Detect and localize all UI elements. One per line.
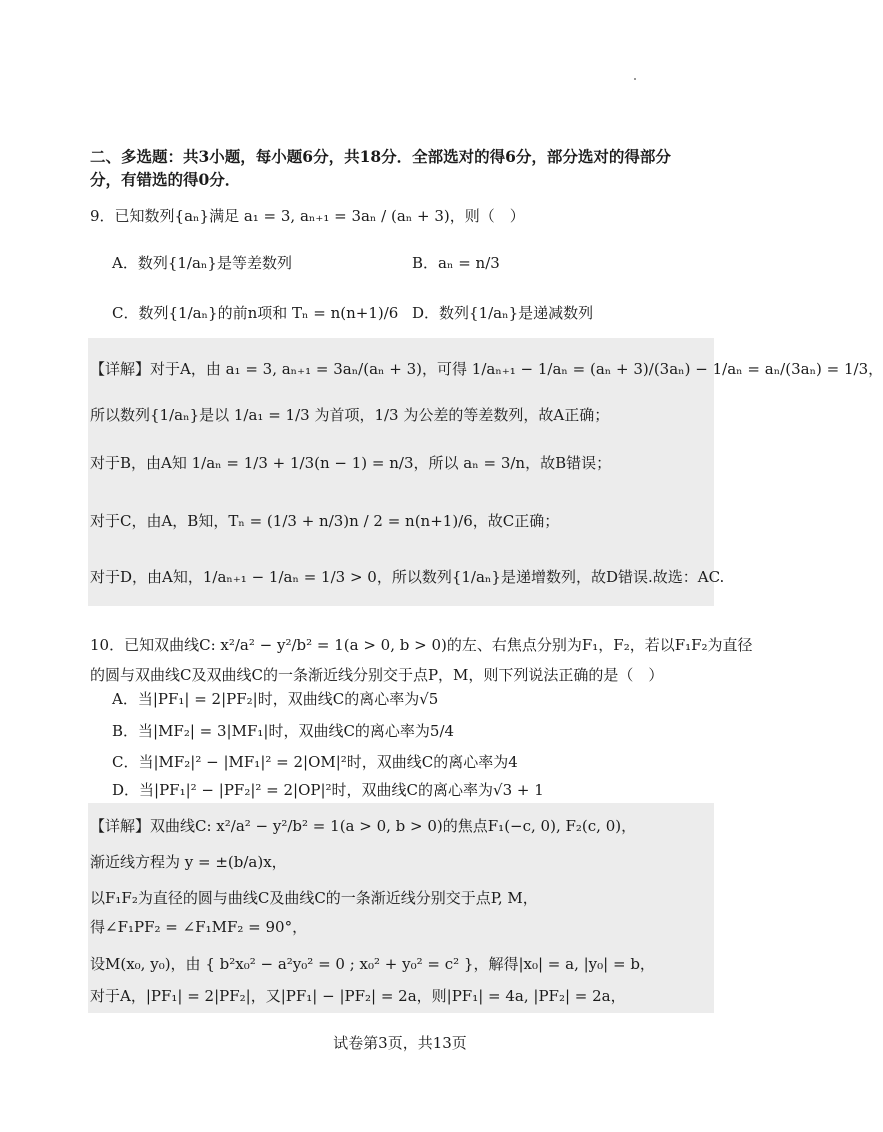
q10-solution-line: 以F₁F₂为直径的圆与曲线C及曲线C的一条渐近线分别交于点P, M， [90,889,538,907]
q10-solution-line: 对于A，|PF₁| = 2|PF₂|，又|PF₁| − |PF₂| = 2a，则|PF₁| = 4a, |PF₂| = 2a， [90,987,626,1005]
q9-option-d: D．数列{1/aₙ}是递减数列 [412,304,594,322]
q10-solution-line: 【详解】双曲线C: x²/a² − y²/b² = 1(a > 0, b > 0)的焦点F₁(−c, 0), F₂(c, 0)， [90,817,637,835]
q9-solution-line: 对于D，由A知，1/aₙ₊₁ − 1/aₙ = 1/3 > 0，所以数列{1/aₙ}是递增数列，故D错误.故选：AC. [90,568,725,586]
q10-option-d: D．当|PF₁|² − |PF₂|² = 2|OP|²时，双曲线C的离心率为√3 + 1 [112,781,544,799]
q10-option-a: A．当|PF₁| = 2|PF₂|时，双曲线C的离心率为√5 [112,690,439,708]
q9-solution-line: 【详解】对于A，由 a₁ = 3, aₙ₊₁ = 3aₙ/(aₙ + 3)，可得 1/aₙ₊₁ − 1/aₙ = (aₙ + 3)/(3aₙ) − 1/aₙ = aₙ/(3aₙ) = 1/3， [90,360,883,378]
q9-stem: 9．已知数列{aₙ}满足 a₁ = 3, aₙ₊₁ = 3aₙ / (aₙ + 3)，则（ ） [90,207,525,225]
q10-solution-line: 设M(x₀, y₀)，由 { b²x₀² − a²y₀² = 0 ; x₀² + y₀² = c² }，解得|x₀| = a, |y₀| = b， [90,955,655,973]
q9-option-a: A．数列{1/aₙ}是等差数列 [112,254,292,272]
q10-solution-panel [88,803,714,1013]
q9-solution-line: 所以数列{1/aₙ}是以 1/a₁ = 1/3 为首项，1/3 为公差的等差数列，故A正确； [90,406,610,424]
q10-option-b: B．当|MF₂| = 3|MF₁|时，双曲线C的离心率为5/4 [112,722,455,740]
q10-stem-line1: 10．已知双曲线C: x²/a² − y²/b² = 1(a > 0, b > 0)的左、右焦点分别为F₁，F₂，若以F₁F₂为直径 [90,636,753,654]
q9-solution-panel [88,338,883,606]
q9-option-c: C．数列{1/aₙ}的前n项和 Tₙ = n(n+1)/6 [112,304,399,322]
section-heading-line2: 分，有错选的得0分． [90,170,241,189]
q9-solution-line: 对于C，由A，B知，Tₙ = (1/3 + n/3)n / 2 = n(n+1)/6，故C正确； [90,512,560,530]
page-footer: 试卷第3页，共13页 [333,1034,467,1052]
q10-solution-line: 得∠F₁PF₂ = ∠F₁MF₂ = 90°， [90,918,308,936]
q10-solution-line: 渐近线方程为 y = ±(b/a)x， [90,853,287,871]
q9-solution-line: 对于B，由A知 1/aₙ = 1/3 + 1/3(n − 1) = n/3，所以 aₙ = 3/n，故B错误； [90,454,612,472]
scan-speck [634,78,636,80]
q10-stem-line2: 的圆与双曲线C及双曲线C的一条渐近线分别交于点P，M，则下列说法正确的是（ ） [90,666,664,684]
section-heading-line1: 二、多选题：共3小题，每小题6分，共18分．全部选对的得6分，部分选对的得部分 [90,147,671,166]
q10-option-c: C．当|MF₂|² − |MF₁|² = 2|OM|²时，双曲线C的离心率为4 [112,753,518,771]
q9-option-b: B．aₙ = n/3 [412,254,500,272]
